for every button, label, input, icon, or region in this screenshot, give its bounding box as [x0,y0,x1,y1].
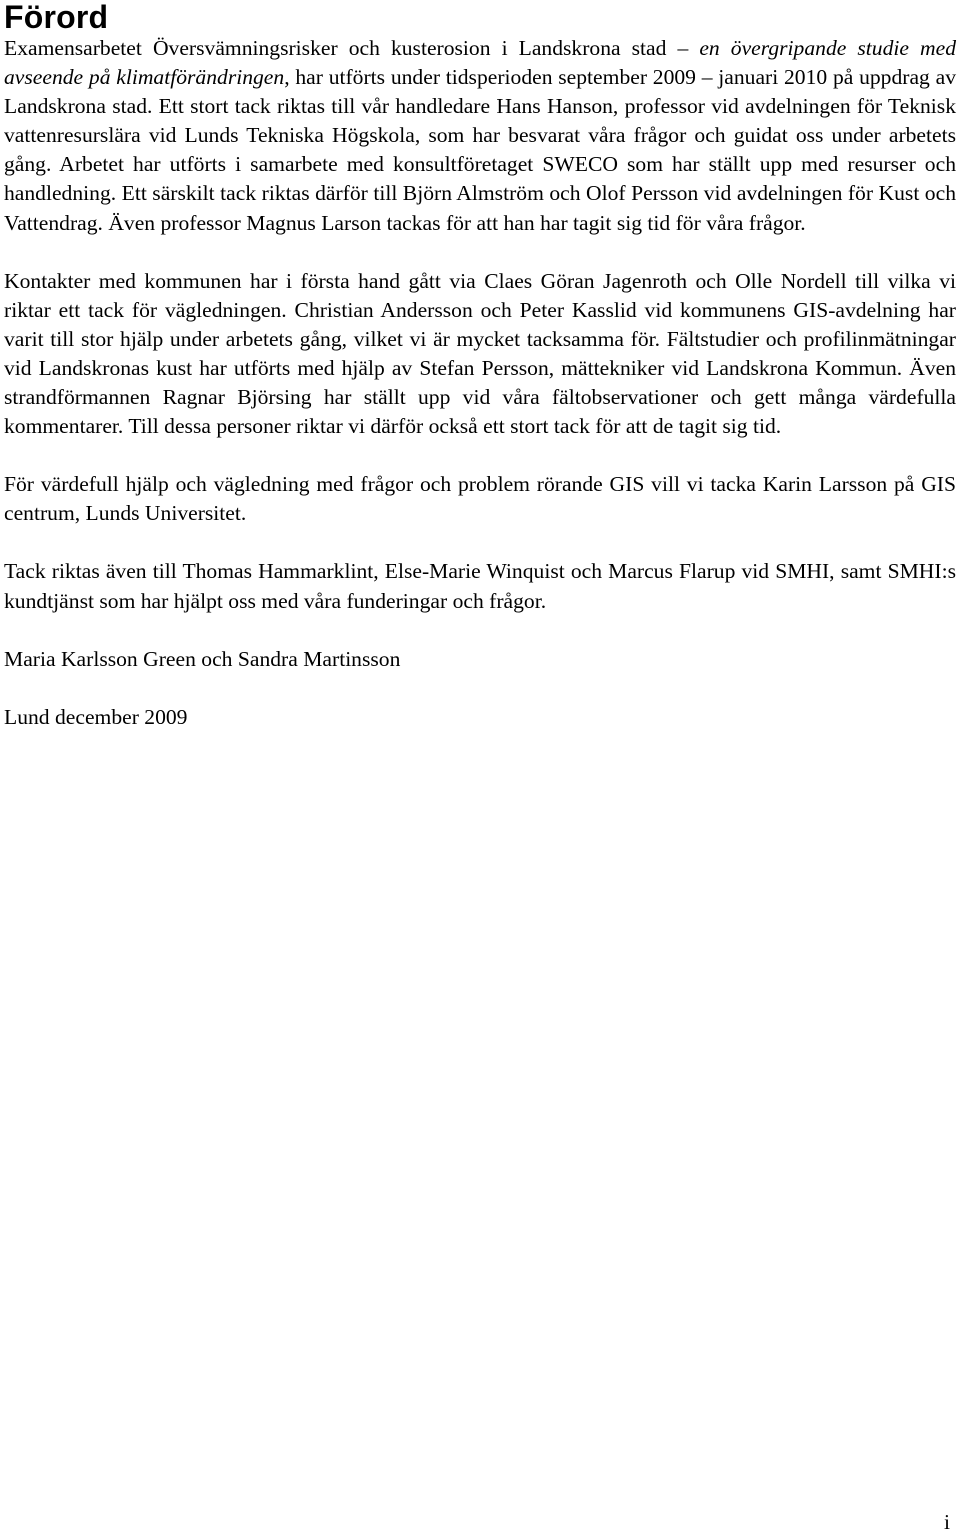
document-page [4,0,956,732]
intro-text-rest: , har utförts under tidsperioden september 2009 – januari 2010 på uppdrag av Landskrona stad. Ett stort tack riktas till vår handledare Hans Hanson, professor vid avdelningen för Teknisk vattenresurslära vid Lunds Tekniska Högskola, som har besvarat våra frågor och guidat oss under arbetets gång. Arbetet har utförts i samarbete med konsultföretaget SWECO som har ställt upp med resurser och handledning. Ett särskilt tack riktas därför till Björn Almström och Olof Persson vid avdelningen för Kust och Vattendrag. Även professor Magnus Larson tackas för att han har tagit sig tid för våra frågor. [4,65,956,235]
place-and-date: Lund december 2009 [4,704,188,729]
page-heading: Förord [4,0,109,35]
signature-authors: Maria Karlsson Green och Sandra Martinsson [4,646,401,671]
paragraph-smhi-thanks: Tack riktas även till Thomas Hammarklint, Else-Marie Winquist och Marcus Flarup vid SMHI, samt SMHI:s kundtjänst som har hjälpt oss med våra funderingar och frågor. [4,559,956,613]
page-number: i [944,1510,950,1534]
paragraph-gis-thanks: För värdefull hjälp och vägledning med frågor och problem rörande GIS vill vi tacka Karin Larsson på GIS centrum, Lunds Universitet. [4,472,956,526]
thesis-subtitle-italic: en övergripande studie med avseende på klimatförändringen [4,36,956,90]
paragraph-intro [4,34,956,238]
paragraph-municipality-contacts: Kontakter med kommunen har i första hand gått via Claes Göran Jagenroth och Olle Nordell till vilka vi riktar ett tack för vägledningen. Christian Andersson och Peter Kasslid vid kommunens GIS-avdelning har varit till stor hjälp under arbetets gång, vilket vi är mycket tacksamma för. Fältstudier och profilinmätningar vid Landskronas kust har utförts med hjälp av Stefan Persson, mättekniker vid Landskrona Kommun. Även strandförmannen Ragnar Björsing har ställt upp vid våra fältobservationer och gett många värdefulla kommentarer. Till dessa personer riktar vi därför också ett stort tack för att de tagit sig tid. [4,268,956,439]
intro-text-start: Examensarbetet Översvämningsrisker och kusterosion i Landskrona stad – [4,36,700,60]
